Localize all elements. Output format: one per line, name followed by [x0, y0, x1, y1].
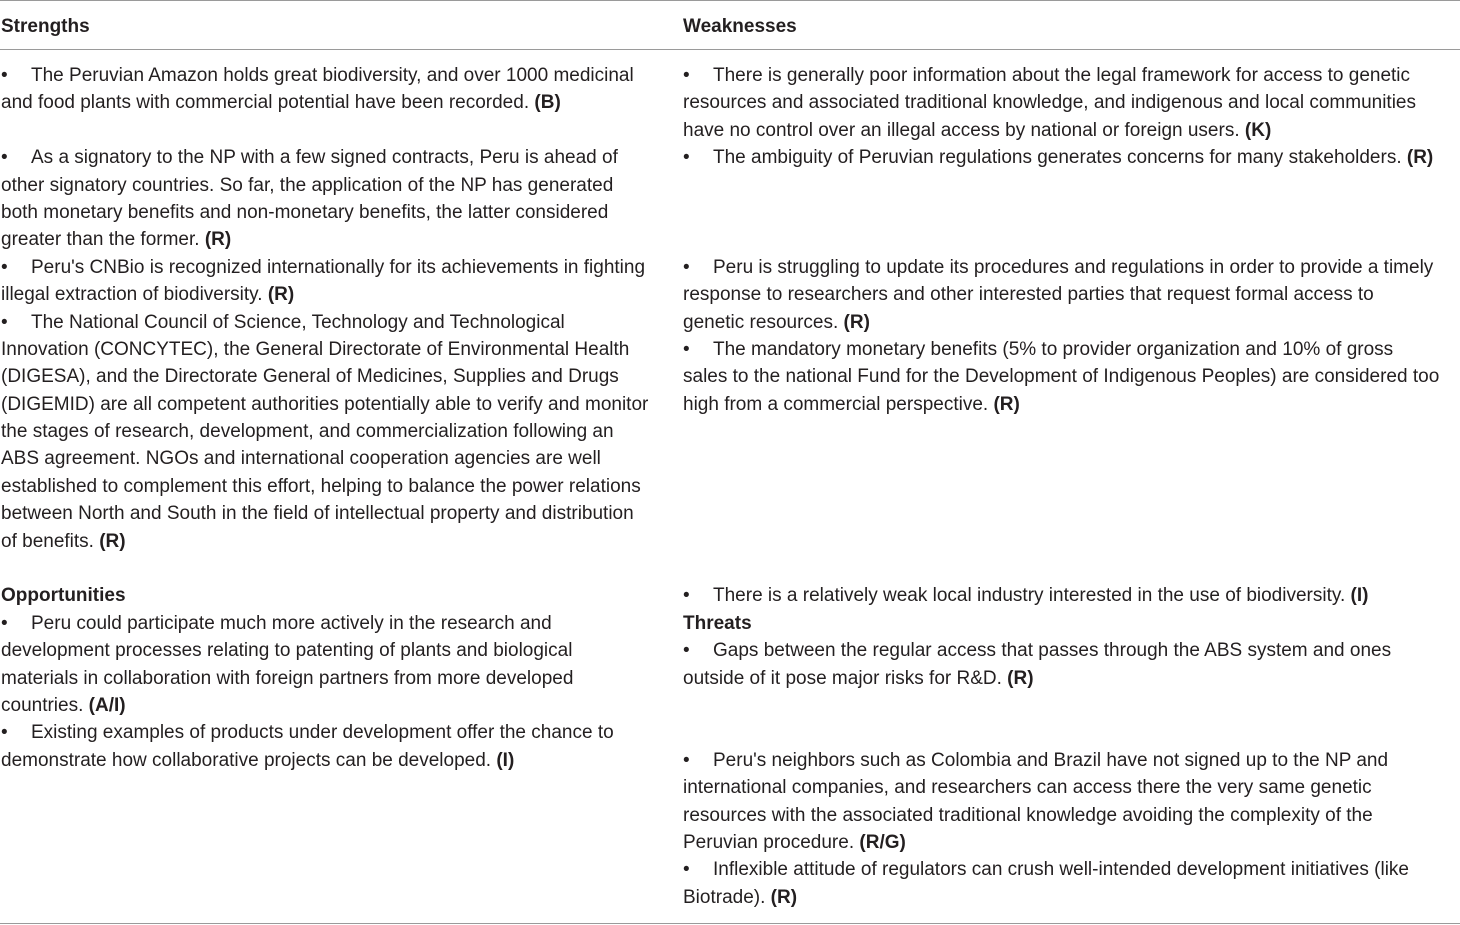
source-tag: (R) [843, 311, 870, 333]
item-text: between North and South in the field of intellectual property and distribution [1, 503, 634, 525]
item-text: illegal extraction of biodiversity. [1, 284, 263, 306]
item-line [1, 89, 648, 116]
item-line [1, 692, 648, 719]
bullet-icon: • [683, 749, 690, 771]
item-text: There is generally poor information about the legal framework for access to genetic [713, 65, 1411, 86]
bullet-icon: • [1, 612, 8, 634]
spacer [683, 555, 1439, 582]
spacer [683, 226, 1439, 253]
item-text: both monetary benefits and non-monetary benefits, the latter considered [1, 201, 609, 223]
threats-title: Threats [683, 612, 752, 634]
item-text: established to complement this effort, helping to balance the power relations [1, 475, 641, 497]
item-text: Biotrade). [683, 886, 766, 908]
spacer [683, 692, 1439, 719]
spacer [683, 418, 1439, 445]
item-line [1, 637, 648, 664]
bullet-icon: • [683, 65, 690, 86]
source-tag: (R) [1406, 147, 1434, 169]
bullet-icon: • [683, 859, 690, 881]
item-text: Peru is struggling to update its procedures and regulations in order to provide a timely [713, 256, 1434, 278]
item-line [683, 391, 1439, 418]
item-line [683, 747, 1439, 774]
item-text: sales to the national Fund for the Development of Indigenous Peoples) are considered too [683, 366, 1440, 388]
item-text: other signatory countries. So far, the application of the NP has generated [1, 174, 614, 196]
item-text: Peru's neighbors such as Colombia and Brazil have not signed up to the NP and [713, 749, 1389, 771]
list-item [683, 254, 1439, 336]
list-item [683, 856, 1439, 911]
spacer [1, 555, 648, 582]
spacer [683, 445, 1439, 472]
bullet-icon: • [683, 338, 690, 360]
opportunities-title: Opportunities [1, 585, 126, 607]
source-tag: (A/I) [88, 694, 126, 716]
item-line [683, 665, 1439, 692]
item-line [1, 226, 648, 253]
item-line [1, 363, 648, 390]
item-text: Peru's CNBio is recognized internationally for its achievements in fighting [31, 256, 646, 278]
list-item [683, 336, 1439, 418]
bullet-icon: • [1, 65, 8, 86]
list-item [683, 747, 1439, 857]
item-line [1, 445, 648, 472]
table-bottom-rule [0, 923, 1460, 924]
item-line [683, 144, 1439, 171]
item-line [683, 774, 1439, 801]
item-line [1, 172, 648, 199]
item-text: and food plants with commercial potential have been recorded. [1, 92, 530, 114]
bullet-icon: • [1, 311, 8, 333]
right-column [683, 62, 1439, 911]
item-text: As a signatory to the NP with a few signed contracts, Peru is ahead of [31, 147, 618, 169]
source-tag: (R/G) [859, 831, 906, 853]
item-line [1, 254, 648, 281]
weaknesses-header: Weaknesses [683, 16, 797, 37]
item-text: Peru could participate much more actively in the research and [31, 612, 552, 634]
item-text: international companies, and researchers can access there the very same genetic [683, 777, 1372, 799]
item-line [1, 418, 648, 445]
source-tag: (R) [267, 284, 295, 306]
list-item [1, 254, 648, 309]
item-line [1, 747, 648, 774]
item-text: the stages of research, development, and commercialization following an [1, 421, 614, 443]
item-line [1, 62, 648, 89]
item-line [1, 199, 648, 226]
strengths-header: Strengths [1, 16, 90, 37]
list-item [683, 637, 1439, 692]
item-line [1, 665, 648, 692]
item-line [1, 144, 648, 171]
source-tag: (R) [204, 229, 232, 251]
source-tag: (B) [534, 92, 561, 114]
header-rule [0, 49, 1460, 50]
item-line [683, 884, 1439, 911]
item-text: There is a relatively weak local industry interested in the use of biodiversity. [713, 585, 1346, 607]
item-line [683, 89, 1439, 116]
item-line [1, 610, 648, 637]
strengths-list [1, 62, 648, 555]
item-line [683, 309, 1439, 336]
item-line [1, 719, 648, 746]
bullet-icon: • [683, 147, 690, 169]
spacer [1, 117, 648, 144]
bullet-icon: • [1, 147, 8, 169]
source-tag: (I) [1350, 585, 1369, 607]
item-line [683, 281, 1439, 308]
item-line [683, 363, 1439, 390]
source-tag: (I) [496, 749, 515, 771]
item-text: Gaps between the regular access that passes through the ABS system and ones [713, 640, 1392, 662]
bullet-icon: • [683, 256, 690, 278]
left-column [1, 62, 648, 774]
spacer [683, 199, 1439, 226]
spacer [683, 528, 1439, 555]
source-tag: (R) [770, 886, 798, 908]
item-text: Inflexible attitude of regulators can crush well-intended development initiatives (like [713, 859, 1409, 881]
item-text: demonstrate how collaborative projects can be developed. [1, 749, 492, 771]
item-line [683, 829, 1439, 856]
item-text: countries. [1, 694, 84, 716]
item-text: Innovation (CONCYTEC), the General Directorate of Environmental Health [1, 338, 630, 360]
item-line [683, 582, 1439, 609]
source-tag: (R) [993, 393, 1020, 415]
item-line [683, 117, 1439, 144]
table-top-rule [0, 0, 1460, 1]
item-text: Peruvian procedure. [683, 831, 855, 853]
item-text: genetic resources. [683, 311, 839, 333]
item-text: greater than the former. [1, 229, 200, 251]
item-text: have no control over an illegal access by national or foreign users. [683, 119, 1240, 141]
item-text: high from a commercial perspective. [683, 393, 989, 415]
item-text: The ambiguity of Peruvian regulations generates concerns for many stakeholders. [713, 147, 1402, 169]
item-text: of benefits. [1, 530, 94, 552]
item-text: development processes relating to patenting of plants and biological [1, 640, 573, 662]
spacer [683, 719, 1439, 746]
list-item [1, 610, 648, 720]
opportunities-list [1, 610, 648, 774]
item-line [1, 528, 648, 555]
list-item [683, 582, 1439, 609]
list-item [1, 719, 648, 774]
item-text: response to researchers and other interested parties that request formal access to [683, 284, 1374, 306]
bullet-icon: • [1, 256, 8, 278]
item-text: materials in collaboration with foreign partners from more developed [1, 667, 574, 689]
item-text: (DIGEMID) are all competent authorities potentially able to verify and monitor [1, 393, 649, 415]
item-text: The National Council of Science, Technology and Technological [31, 311, 565, 333]
item-line [683, 336, 1439, 363]
bullet-icon: • [683, 585, 690, 607]
item-text: The mandatory monetary benefits (5% to provider organization and 10% of gross [713, 338, 1394, 360]
spacer [683, 473, 1439, 500]
item-line [1, 391, 648, 418]
item-text: resources and associated traditional knowledge, and indigenous and local communities [683, 92, 1417, 114]
item-line [683, 856, 1439, 883]
bullet-icon: • [683, 640, 690, 662]
source-tag: (R) [99, 530, 126, 552]
item-line [1, 473, 648, 500]
list-item [683, 144, 1439, 171]
item-text: The Peruvian Amazon holds great biodiversity, and over 1000 medicinal [31, 65, 634, 86]
item-text: ABS agreement. NGOs and international cooperation agencies are well [1, 448, 601, 470]
list-item [1, 62, 648, 117]
bullet-icon: • [1, 722, 8, 744]
item-line [1, 500, 648, 527]
weaknesses-list [683, 62, 1439, 610]
threats-list [683, 637, 1439, 911]
list-item [683, 62, 1439, 144]
source-tag: (R) [1007, 667, 1034, 689]
item-line [1, 309, 648, 336]
item-line [1, 336, 648, 363]
item-line [683, 802, 1439, 829]
spacer [683, 500, 1439, 527]
item-text: outside of it pose major risks for R&D. [683, 667, 1002, 689]
spacer [683, 172, 1439, 199]
source-tag: (K) [1244, 119, 1272, 141]
list-item [1, 309, 648, 556]
item-text: resources with the associated traditional knowledge avoiding the complexity of the [683, 804, 1373, 826]
item-line [683, 254, 1439, 281]
item-text: Existing examples of products under development offer the chance to [31, 722, 614, 744]
item-line [683, 637, 1439, 664]
list-item [1, 144, 648, 254]
item-line [683, 62, 1439, 89]
item-text: (DIGESA), and the Directorate General of Medicines, Supplies and Drugs [1, 366, 619, 388]
item-line [1, 281, 648, 308]
